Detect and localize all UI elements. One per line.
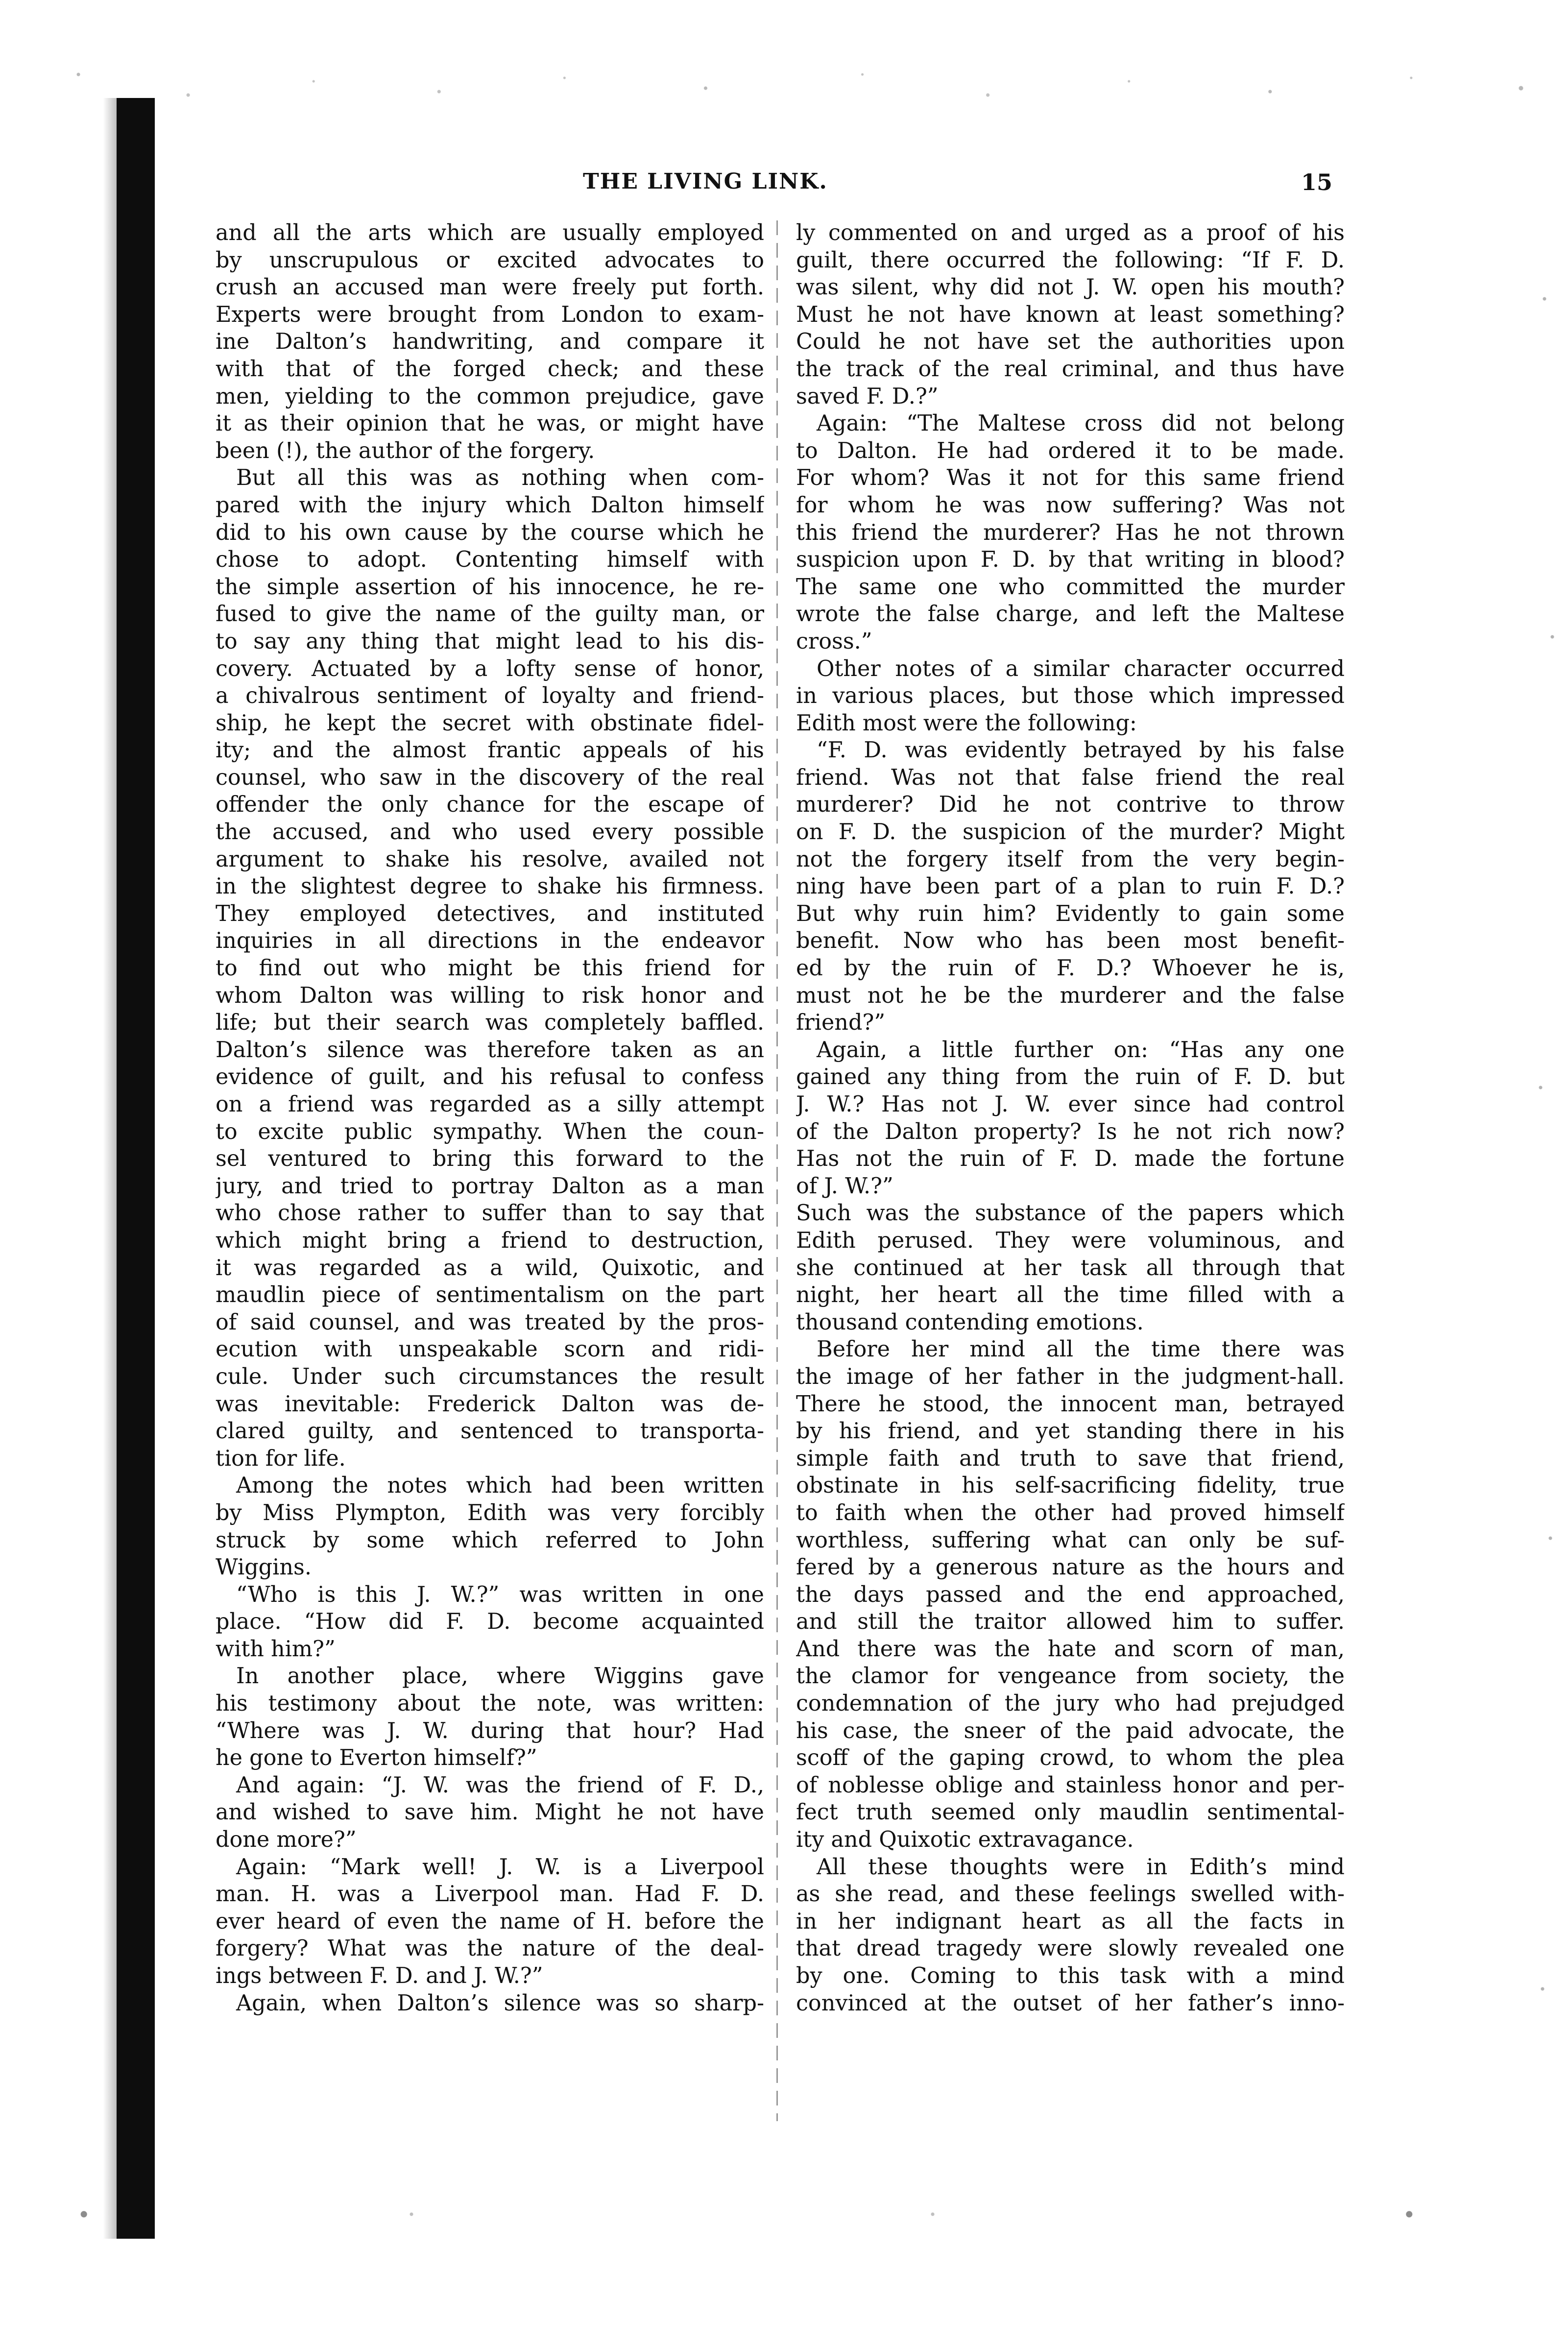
left-column-line: been (!), the author of the forgery. (216, 438, 595, 463)
right-column-line: Before her mind all the time there was (817, 1337, 1345, 1362)
left-column-line: which might bring a friend to destruction, (216, 1228, 764, 1253)
running-title: THE LIVING LINK. (583, 169, 828, 194)
left-column-line: whom Dalton was willing to risk honor and (216, 983, 764, 1008)
left-column (216, 219, 764, 2017)
right-column-line: thousand contending emotions. (796, 1309, 1144, 1335)
left-column-line: man. H. was a Liverpool man. Had F. D. (216, 1882, 764, 1907)
right-column-line: the days passed and the end approached, (796, 1582, 1345, 1607)
scan-bottom-noise (39, 2200, 1528, 2229)
left-column-line: forgery? What was the nature of the deal- (216, 1936, 764, 1961)
right-column-line: in her indignant heart as all the facts in (796, 1909, 1345, 1934)
right-column-line: obstinate in his self-sacrificing fidelity, true (796, 1473, 1345, 1499)
left-column-line: covery. Actuated by a lofty sense of honor, (216, 656, 764, 681)
left-column-line: ings between F. D. and J. W.?” (216, 1963, 543, 1988)
left-column-line: a chivalrous sentiment of loyalty and friend- (216, 683, 764, 709)
right-column-line: in various places, but those which impressed (796, 683, 1345, 709)
right-column-line: murderer? Did he not contrive to throw (796, 792, 1345, 818)
left-column-line: the simple assertion of his innocence, he re- (216, 574, 764, 600)
binding-bar (117, 98, 155, 2239)
left-column-line: who chose rather to suffer than to say that (216, 1201, 764, 1226)
right-column-line: the track of the real criminal, and thus have (796, 356, 1345, 382)
right-column-line: “F. D. was evidently betrayed by his false (817, 738, 1345, 763)
right-column-line: wrote the false charge, and left the Maltese (796, 602, 1345, 627)
right-column-line: the clamor for vengeance from society, the (796, 1664, 1345, 1689)
right-column-line: this friend the murderer? Has he not thrown (796, 520, 1345, 545)
right-column-line: condemnation of the jury who had prejudged (796, 1691, 1345, 1717)
right-column-line: that dread tragedy were slowly revealed one (796, 1936, 1345, 1961)
right-column-line: she continued at her task all through that (796, 1255, 1345, 1281)
right-column-line: not the forgery itself from the very begin- (796, 846, 1345, 872)
right-column-line: his case, the sneer of the paid advocate, the (796, 1718, 1345, 1743)
right-column-line: for whom he was now suffering? Was not (796, 492, 1345, 518)
left-column-line: Experts were brought from London to exam- (216, 302, 764, 327)
right-column-line: friend. Was not that false friend the real (796, 765, 1345, 790)
left-column-line: did to his own cause by the course which he (216, 520, 764, 545)
left-column-line: by unscrupulous or excited advocates to (216, 247, 764, 273)
right-column-line: gained any thing from the ruin of F. D. but (796, 1064, 1345, 1090)
right-column-line: by his friend, and yet standing there in his (796, 1419, 1345, 1444)
right-column-line: benefit. Now who has been most benefit- (796, 928, 1345, 954)
left-column-line: sel ventured to bring this forward to the (216, 1146, 764, 1172)
right-column-line: suspicion upon F. D. by that writing in blood? (796, 547, 1345, 573)
left-column-line: But all this was as nothing when com- (236, 465, 764, 491)
scan-top-noise (0, 54, 1568, 122)
left-column-line: place. “How did F. D. become acquainted (216, 1609, 764, 1635)
right-column-line: the image of her father in the judgment-hall. (796, 1364, 1345, 1389)
left-column-line: of said counsel, and was treated by the pros- (216, 1309, 764, 1335)
right-column-line: Must he not have known at least something? (796, 302, 1345, 327)
left-column-line: it as their opinion that he was, or might have (216, 411, 764, 436)
right-column-line: must not he be the murderer and the false (796, 983, 1345, 1008)
right-column-line: Has not the ruin of F. D. made the fortune (796, 1146, 1345, 1172)
left-column-line: inquiries in all directions in the endeavor (216, 928, 764, 954)
right-column-line: Edith most were the following: (796, 710, 1137, 736)
right-column-line: friend?” (796, 1010, 886, 1036)
left-column-line: argument to shake his resolve, availed not (216, 846, 764, 872)
left-column-line: ecution with unspeakable scorn and ridi- (216, 1337, 764, 1362)
right-column-line: worthless, suffering what can only be suf- (796, 1527, 1345, 1553)
left-column-line: Again, when Dalton’s silence was so sharp- (236, 1990, 764, 2016)
left-column-line: Again: “Mark well! J. W. is a Liverpool (236, 1854, 764, 1880)
right-column-line: All these thoughts were in Edith’s mind (817, 1854, 1345, 1880)
left-column-line: Wiggins. (216, 1555, 312, 1580)
right-column-line: of noblesse oblige and stainless honor and per- (796, 1772, 1345, 1798)
right-column-line: cross.” (796, 629, 872, 654)
left-column-line: In another place, where Wiggins gave (236, 1664, 764, 1689)
right-column-line: and still the traitor allowed him to suffer. (796, 1609, 1345, 1635)
right-column-line: was silent, why did not J. W. open his mouth? (796, 275, 1345, 300)
left-column-line: his testimony about the note, was written: (216, 1691, 764, 1717)
left-column-line: evidence of guilt, and his refusal to confess (216, 1064, 764, 1090)
left-column-line: offender the only chance for the escape of (216, 792, 764, 818)
left-column-line: fused to give the name of the guilty man, or (216, 602, 764, 627)
right-column-line: Again: “The Maltese cross did not belong (817, 411, 1345, 436)
left-column-line: jury, and tried to portray Dalton as a man (216, 1173, 764, 1199)
left-column-line: struck by some which referred to John (216, 1527, 764, 1553)
left-column-line: with that of the forged check; and these (216, 356, 764, 382)
left-column-line: the accused, and who used every possible (216, 820, 764, 845)
left-column-line: to find out who might be this friend for (216, 956, 764, 981)
right-column-line: on F. D. the suspicion of the murder? Might (796, 820, 1345, 845)
left-column-line: tion for life. (216, 1446, 346, 1471)
left-column-line: pared with the injury which Dalton himself (216, 492, 764, 518)
right-column-line: Again, a little further on: “Has any one (817, 1037, 1345, 1063)
left-column-line: They employed detectives, and instituted (216, 901, 764, 926)
left-column-line: with him?” (216, 1636, 336, 1662)
left-column-line: to say any thing that might lead to his dis- (216, 629, 764, 654)
running-header (583, 169, 1332, 203)
left-column-line: ity; and the almost frantic appeals of his (216, 738, 764, 763)
right-column-line: to Dalton. He had ordered it to be made. (796, 438, 1345, 463)
right-column-line: ning have been part of a plan to ruin F. D.? (796, 874, 1345, 899)
left-column-line: maudlin piece of sentimentalism on the part (216, 1282, 764, 1308)
left-column-line: life; but their search was completely baffled. (216, 1010, 764, 1036)
right-column-line: And there was the hate and scorn of man, (796, 1636, 1345, 1662)
right-column-line: Could he not have set the authorities upon (796, 329, 1345, 355)
left-column-line: ship, he kept the secret with obstinate fidel- (216, 710, 764, 736)
right-column-line: of the Dalton property? Is he not rich now? (796, 1119, 1345, 1144)
right-column-line: guilt, there occurred the following: “If F. D. (796, 247, 1345, 273)
right-column-line: ed by the ruin of F. D.? Whoever he is, (796, 956, 1345, 981)
right-column-line: There he stood, the innocent man, betrayed (796, 1391, 1345, 1417)
right-column-line: convinced at the outset of her father’s inno- (796, 1990, 1345, 2016)
right-column-line: Other notes of a similar character occurred (817, 656, 1345, 681)
right-column-line: ly commented on and urged as a proof of his (796, 220, 1345, 245)
right-column-line: fect truth seemed only maudlin sentimental- (796, 1800, 1345, 1825)
right-column-line: to faith when the other had proved himself (796, 1500, 1345, 1525)
left-column-line: men, yielding to the common prejudice, gave (216, 384, 764, 409)
left-column-line: And again: “J. W. was the friend of F. D., (236, 1772, 764, 1798)
left-column-line: by Miss Plympton, Edith was very forcibly (216, 1500, 764, 1525)
left-column-line: Among the notes which had been written (236, 1473, 764, 1499)
right-column-line: as she read, and these feelings swelled with- (796, 1882, 1345, 1907)
right-column-line: But why ruin him? Evidently to gain some (796, 901, 1345, 926)
right-column-line: saved F. D.?” (796, 384, 939, 409)
right-column-line: night, her heart all the time filled with a (796, 1282, 1345, 1308)
left-column-line: ine Dalton’s handwriting, and compare it (216, 329, 764, 355)
right-column-line: The same one who committed the murder (796, 574, 1345, 600)
left-column-line: cule. Under such circumstances the result (216, 1364, 764, 1389)
left-column-line: to excite public sympathy. When the coun- (216, 1119, 764, 1144)
left-column-line: clared guilty, and sentenced to transporta- (216, 1419, 764, 1444)
scan-right-edge (1529, 73, 1568, 2327)
page-number: 15 (1301, 169, 1332, 195)
left-column-line: “Who is this J. W.?” was written in one (236, 1582, 764, 1607)
left-column-line: ever heard of even the name of H. before the (216, 1909, 764, 1934)
left-column-line: and wished to save him. Might he not have (216, 1800, 764, 1825)
right-column-line: Edith perused. They were voluminous, and (796, 1228, 1345, 1253)
right-column (796, 219, 1345, 2017)
right-column-line: For whom? Was it not for this same friend (796, 465, 1345, 491)
right-column-line: by one. Coming to this task with a mind (796, 1963, 1345, 1988)
right-column-line: ity and Quixotic extravagance. (796, 1827, 1134, 1853)
right-column-line: simple faith and truth to save that friend, (796, 1446, 1345, 1471)
right-column-line: scoff of the gaping crowd, to whom the plea (796, 1745, 1345, 1771)
left-column-line: in the slightest degree to shake his firmness. (216, 874, 764, 899)
left-column-line: on a friend was regarded as a silly attempt (216, 1092, 764, 1117)
left-column-line: chose to adopt. Contenting himself with (216, 547, 764, 573)
right-column-line: Such was the substance of the papers which (796, 1201, 1345, 1226)
left-column-line: Dalton’s silence was therefore taken as an (216, 1037, 764, 1063)
left-column-line: it was regarded as a wild, Quixotic, and (216, 1255, 764, 1281)
left-column-line: crush an accused man were freely put forth. (216, 275, 764, 300)
left-column-line: was inevitable: Frederick Dalton was de- (216, 1391, 764, 1417)
left-column-line: counsel, who saw in the discovery of the real (216, 765, 764, 790)
binding-shadow (103, 98, 117, 2239)
left-column-line: and all the arts which are usually employed (216, 220, 764, 245)
left-column-line: he gone to Everton himself?” (216, 1745, 537, 1771)
right-column-line: of J. W.?” (796, 1173, 893, 1199)
left-column-line: done more?” (216, 1827, 357, 1853)
left-column-line: “Where was J. W. during that hour? Had (216, 1718, 764, 1743)
column-rule (776, 220, 778, 2121)
right-column-line: J. W.? Has not J. W. ever since had control (796, 1092, 1345, 1117)
right-column-line: fered by a generous nature as the hours and (796, 1555, 1345, 1580)
